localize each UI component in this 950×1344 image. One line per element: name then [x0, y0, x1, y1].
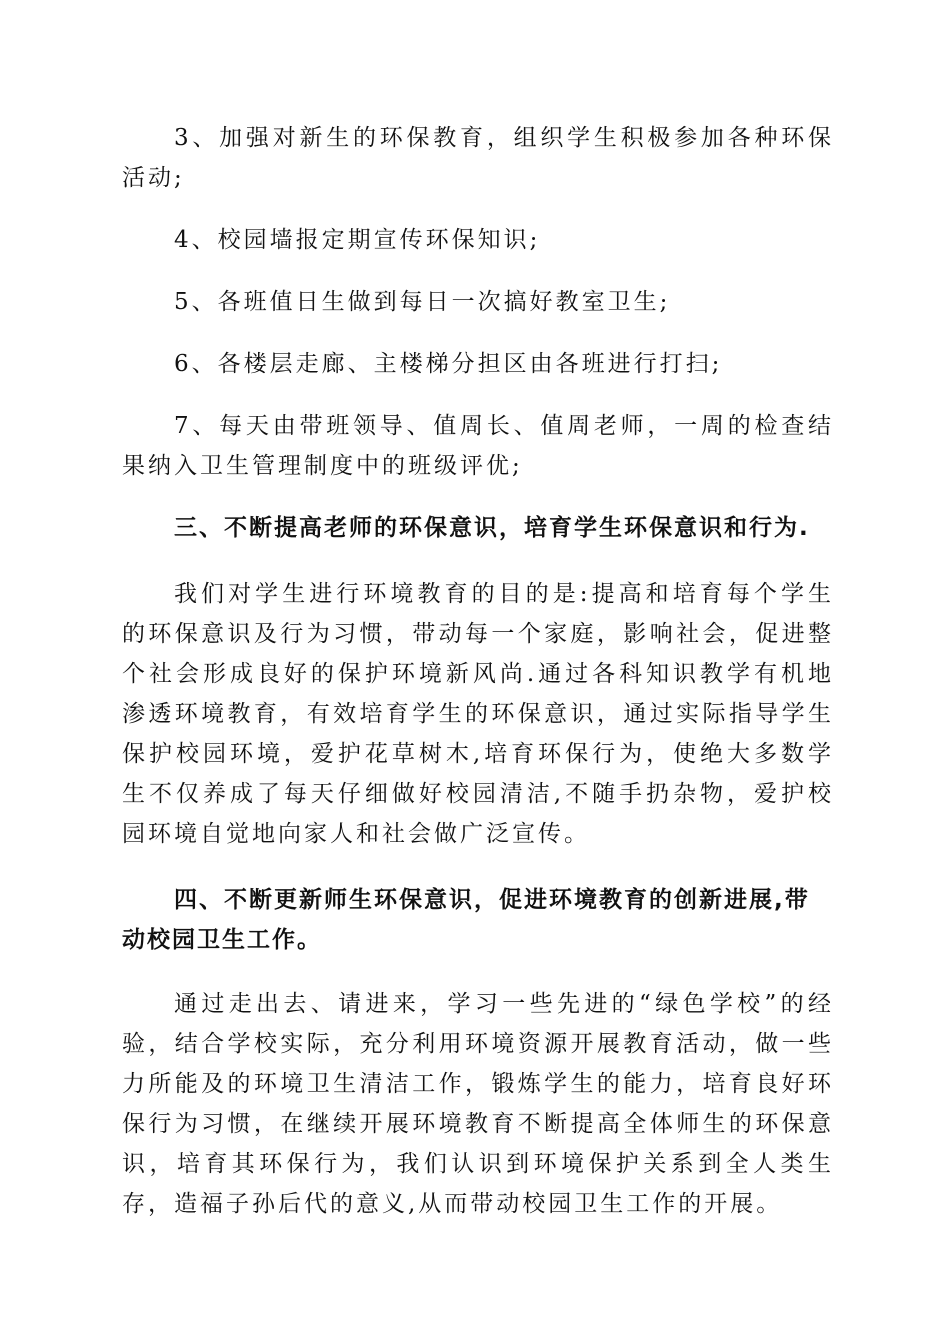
list-item-7: 7、每天由带班领导、值周长、值周老师，一周的检查结果纳入卫生管理制度中的班级评优;: [122, 413, 834, 479]
section-body-4: 通过走出去、请进来，学习一些先进的“绿色学校”的经验，结合学校实际，充分利用环境资源开展教育活动，做一些力所能及的环境卫生清洁工作，锻炼学生的能力，培育良好环保行为习惯，在继续开展环境教育不断提高全体师生的环保意识，培育其环保行为，我们认识到环境保护关系到全人类生存，造福子孙后代的意义,从而带动校园卫生工作的开展。: [122, 991, 834, 1217]
list-item-6: 6、各楼层走廊、主楼梯分担区由各班进行打扫;: [174, 351, 723, 377]
section-body-3: 我们对学生进行环境教育的目的是:提高和培育每个学生的环保意识及行为习惯，带动每一个家庭，影响社会，促进整个社会形成良好的保护环境新风尚.通过各科知识教学有机地渗透环境教育，有效培育学生的环保意识，通过实际指导学生保护校园环境，爱护花草树木,培育环保行为，使绝大多数学生不仅养成了每天仔细做好校园清洁,不随手扔杂物，爱护校园环境自觉地向家人和社会做广泛宣传。: [122, 581, 834, 847]
list-item-4: 4、校园墙报定期宣传环保知识;: [174, 227, 541, 253]
list-item-5: 5、各班值日生做到每日一次搞好教室卫生;: [174, 289, 671, 315]
document-body: [122, 118, 834, 1250]
section-heading-4: 四、不断更新师生环保意识，促进环境教育的创新进展,带动校园卫生工作。: [122, 887, 810, 953]
section-heading-3: 三、不断提高老师的环保意识，培育学生环保意识和行为.: [174, 515, 810, 541]
list-item-3: 3、加强对新生的环保教育，组织学生积极参加各种环保活动;: [122, 125, 834, 191]
